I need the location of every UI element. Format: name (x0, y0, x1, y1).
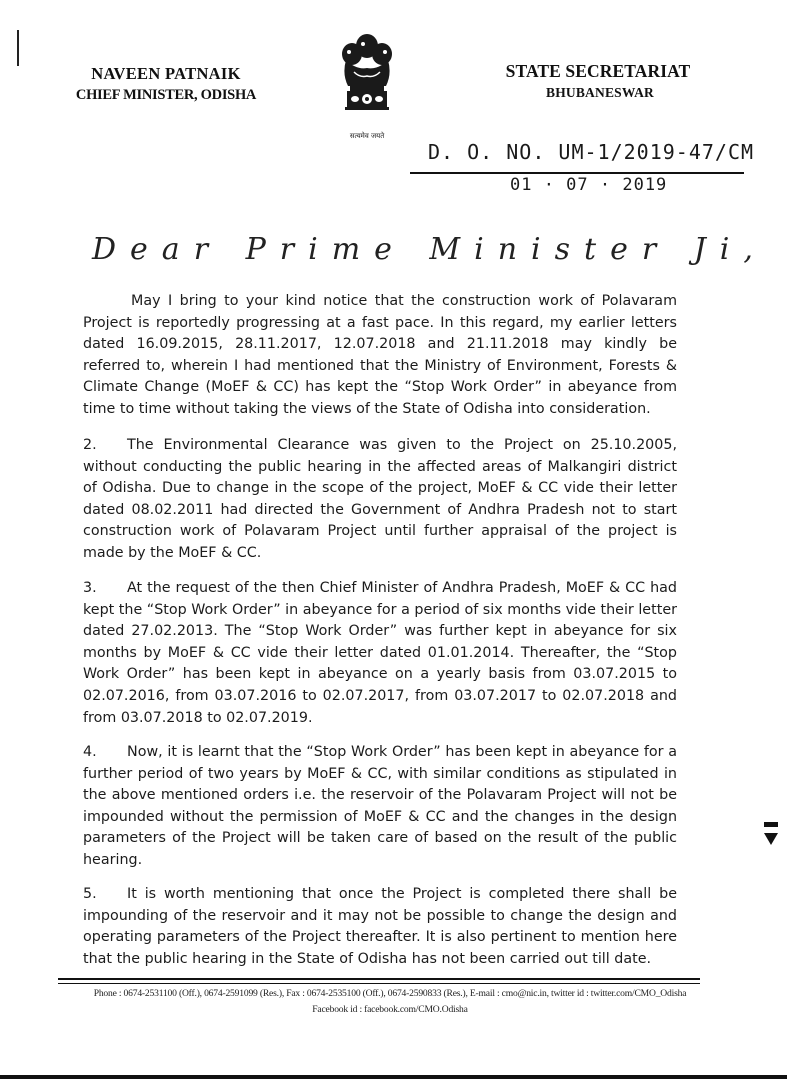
paragraph-5 (83, 884, 677, 970)
salutation: Dear Prime Minister Ji, (92, 232, 767, 267)
paragraph-text: At the request of the then Chief Minister of Andhra Pradesh, MoEF & CC had kept the “Stop Work Order” in abeyance for a period of six months vide their letter dated 27.02.2013. The “Stop Work Order” was further kept in abeyance for six months by MoEF & CC vide their letter dated 01.01.2014. Thereafter, the “Stop Work Order” has been kept in abeyance on a yearly basis from 03.07.2015 to 02.07.2016, from 03.07.2016 to 02.07.2017, from 03.07.2017 to 02.07.2018 and from 03.07.2018 to 02.07.2019. (83, 580, 677, 726)
paragraph-1 (83, 291, 677, 421)
emblem-caption: सत्यमेव जयते (349, 132, 385, 140)
paragraph-text: Now, it is learnt that the “Stop Work Order” has been kept in abeyance for a further period of two years by MoEF & CC, with similar conditions as stipulated in the above mentioned orders i.e. the reservoir of the Polavaram Project will not be impounded without the permission of MoEF & CC and the changes in the design parameters of the Project will be taken care of based on the result of the public hearing. (83, 744, 677, 868)
paragraph-number: 3. (83, 580, 97, 596)
office-place: BHUBANESWAR (546, 85, 654, 100)
paragraph-3 (83, 578, 677, 729)
footer-contact: Phone : 0674-2531100 (Off.), 0674-2591099 (Res.), Fax : 0674-2535100 (Off.), 0674-2590833 (Res.), E-mail : cmo@nic.in, twitter id : twitter.com/CMO_Odisha (93, 988, 687, 999)
paragraph-text: May I bring to your kind notice that the construction work of Polavaram Project is reportedly progressing at a fast pace. In this regard, my earlier letters dated 16.09.2015, 28.11.2017, 12.07.2018 and 21.11.2018 may kindly be referred to, wherein I had mentioned that the Ministry of Environment, Forests & Climate Change (MoEF & CC) has kept the “Stop Work Order” in abeyance from time to time without taking the views of the State of Odisha into consideration. (83, 293, 677, 417)
paragraph-number: 5. (83, 886, 97, 902)
margin-scan-mark (764, 822, 778, 827)
footer-rule (58, 983, 700, 984)
footer-rule (58, 978, 700, 980)
paragraph-text: The Environmental Clearance was given to the Project on 25.10.2005, without conducting the public hearing in the affected areas of Malkangiri district of Odisha. Due to change in the scope of the project, MoEF & CC vide their letter dated 08.02.2011 had directed the Government of Andhra Pradesh not to start construction work of Polavaram Project until further appraisal of the project is made by the MoEF & CC. (83, 437, 677, 561)
do-number: D. O. NO. UM-1/2019-47/CM (428, 140, 755, 164)
ashoka-emblem-icon (330, 30, 404, 130)
paragraph-number: 2. (83, 437, 97, 453)
paragraph-number: 4. (83, 744, 97, 760)
scan-edge-bar (0, 1075, 787, 1079)
reference-underline (410, 172, 744, 174)
sender-name: NAVEEN PATNAIK (91, 64, 241, 83)
paragraph-text: It is worth mentioning that once the Project is completed there shall be impounding of the reservoir and it may not be possible to change the design and operating parameters of the Project thereafter. It is also pertinent to mention here that the public hearing in the State of Odisha has not been carried out till date. (83, 886, 677, 967)
paragraph-2 (83, 435, 677, 565)
sender-title: CHIEF MINISTER, ODISHA (75, 87, 257, 103)
office-title: STATE SECRETARIAT (505, 61, 691, 81)
paragraph-4 (83, 742, 677, 872)
state-emblem (330, 30, 404, 140)
margin-mark (17, 30, 19, 66)
margin-scan-mark (764, 833, 778, 845)
footer-facebook: Facebook id : facebook.com/CMO.Odisha (312, 1004, 468, 1015)
letter-date: 01 · 07 · 2019 (510, 175, 668, 195)
letterhead (0, 0, 787, 140)
